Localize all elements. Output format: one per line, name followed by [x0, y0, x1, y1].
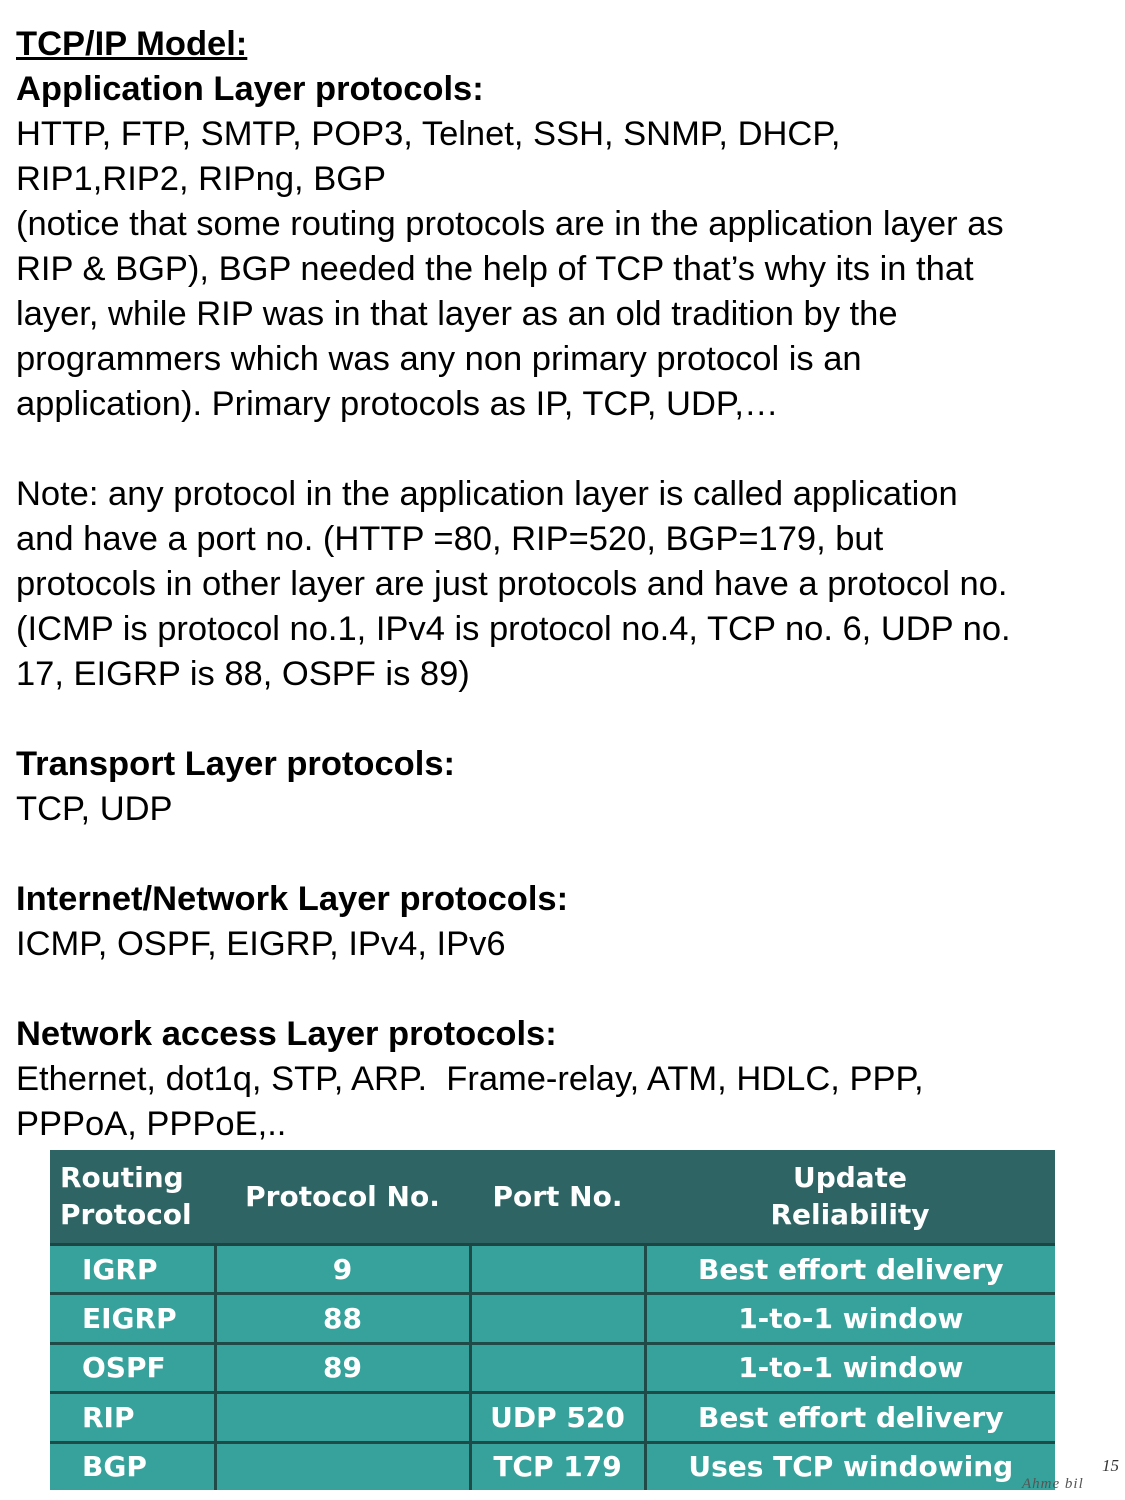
cell-protocol: RIP [50, 1393, 215, 1442]
cell-protocol-no: 9 [215, 1244, 470, 1293]
internet-layer-heading: Internet/Network Layer protocols: [16, 880, 569, 918]
page-number: 15 [1102, 1456, 1119, 1475]
header-update-reliability [645, 1150, 1055, 1244]
transport-layer-heading: Transport Layer protocols: [16, 745, 455, 783]
author-signature: Ahme bil [1022, 1476, 1084, 1492]
application-layer-line: (notice that some routing protocols are in the application layer as [16, 205, 1004, 243]
header-update-reliability-line1: Update [792, 1161, 908, 1195]
cell-reliability: 1-to-1 window [645, 1294, 1055, 1343]
network-access-layer-line: Ethernet, dot1q, STP, ARP. Frame-relay, ATM, HDLC, PPP, [16, 1060, 924, 1098]
cell-protocol: IGRP [50, 1244, 215, 1293]
application-layer-line: layer, while RIP was in that layer as an old tradition by the [16, 295, 898, 333]
application-layer-line: programmers which was any non primary protocol is an [16, 340, 862, 378]
routing-table [50, 1150, 1055, 1490]
note-line: and have a port no. (HTTP =80, RIP=520, BGP=179, but [16, 520, 884, 558]
note-line: protocols in other layer are just protocols and have a protocol no. [16, 565, 1008, 603]
cell-port-no [470, 1294, 645, 1343]
cell-reliability: Best effort delivery [645, 1244, 1055, 1293]
application-layer-line: RIP & BGP), BGP needed the help of TCP that’s why its in that [16, 250, 974, 288]
transport-layer-text: TCP, UDP [16, 790, 173, 828]
cell-port-no [470, 1343, 645, 1392]
header-protocol-no: Protocol No. [215, 1150, 470, 1244]
cell-port-no: UDP 520 [470, 1393, 645, 1442]
cell-protocol-no [215, 1393, 470, 1442]
header-update-reliability-line2: Reliability [770, 1198, 930, 1232]
network-access-layer-heading: Network access Layer protocols: [16, 1015, 557, 1053]
application-layer-line: HTTP, FTP, SMTP, POP3, Telnet, SSH, SNMP, DHCP, [16, 115, 841, 153]
table-row [50, 1294, 1055, 1343]
header-port-no: Port No. [470, 1150, 645, 1244]
internet-layer-text: ICMP, OSPF, EIGRP, IPv4, IPv6 [16, 925, 506, 963]
cell-protocol: BGP [50, 1442, 215, 1490]
note-line: 17, EIGRP is 88, OSPF is 89) [16, 655, 470, 693]
application-layer-line: RIP1,RIP2, RIPng, BGP [16, 160, 387, 198]
cell-reliability: Best effort delivery [645, 1393, 1055, 1442]
routing-protocol-table [50, 1150, 1055, 1490]
document-body [16, 22, 1116, 1147]
table-row [50, 1393, 1055, 1442]
cell-protocol: EIGRP [50, 1294, 215, 1343]
cell-protocol-no [215, 1442, 470, 1490]
spacer [16, 832, 1116, 877]
page-title: TCP/IP Model: [16, 25, 248, 63]
network-access-layer-line: PPPoA, PPPoE,.. [16, 1105, 287, 1143]
note-line: (ICMP is protocol no.1, IPv4 is protocol no.4, TCP no. 6, UDP no. [16, 610, 1011, 648]
header-routing-protocol-line2: Protocol [60, 1198, 192, 1232]
spacer [16, 427, 1116, 472]
application-layer-heading: Application Layer protocols: [16, 70, 484, 108]
table-row [50, 1343, 1055, 1392]
cell-reliability: 1-to-1 window [645, 1343, 1055, 1392]
cell-protocol-no: 88 [215, 1294, 470, 1343]
note-line: Note: any protocol in the application layer is called application [16, 475, 958, 513]
table-row [50, 1442, 1055, 1490]
table-header-row [50, 1150, 1055, 1244]
spacer [16, 967, 1116, 1012]
cell-port-no [470, 1244, 645, 1293]
header-routing-protocol [50, 1150, 215, 1244]
header-routing-protocol-line1: Routing [60, 1161, 184, 1195]
cell-protocol: OSPF [50, 1343, 215, 1392]
cell-reliability: Uses TCP windowing [645, 1442, 1055, 1490]
spacer [16, 697, 1116, 742]
application-layer-line: application). Primary protocols as IP, TCP, UDP,… [16, 385, 779, 423]
cell-port-no: TCP 179 [470, 1442, 645, 1490]
table-row [50, 1244, 1055, 1293]
cell-protocol-no: 89 [215, 1343, 470, 1392]
